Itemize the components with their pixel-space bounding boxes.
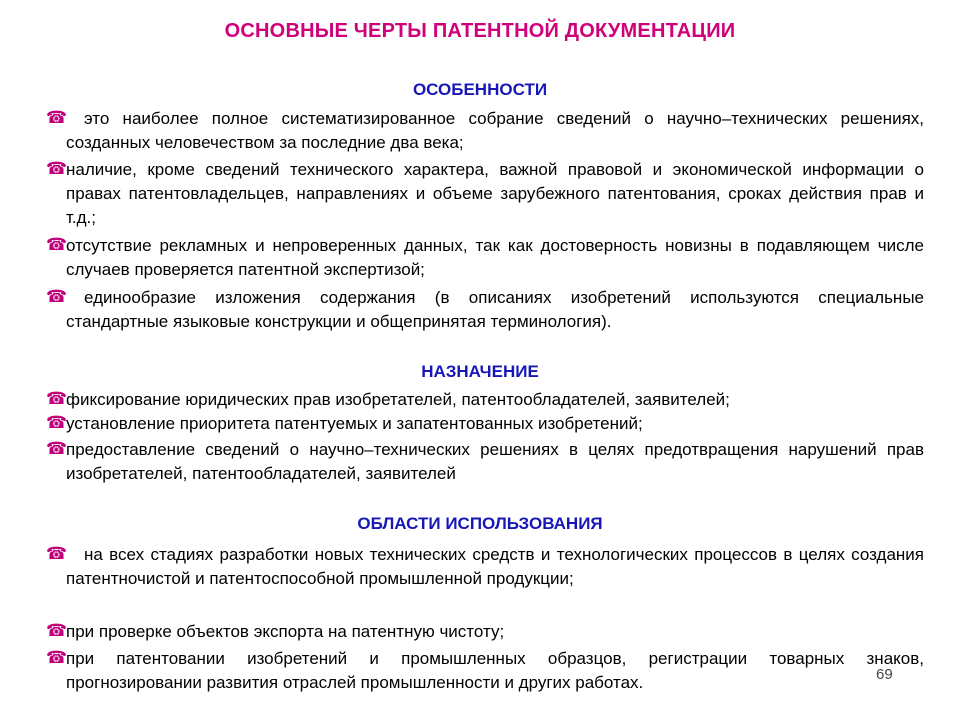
- telephone-icon: ☎: [46, 159, 68, 178]
- features-item-text: отсутствие рекламных и непроверенных данных, так как достоверность новизны в подавляющем числе случаев проверяется патентной экспертизой;: [66, 236, 924, 279]
- telephone-icon: ☎: [46, 413, 68, 432]
- features-item-2: [46, 158, 924, 230]
- slide-title: ОСНОВНЫЕ ЧЕРТЫ ПАТЕНТНОЙ ДОКУМЕНТАЦИИ: [224, 20, 736, 42]
- features-item-1: [46, 107, 924, 155]
- telephone-icon: ☎: [46, 544, 68, 563]
- purpose-item-text: установление приоритета патентуемых и запатентованных изобретений;: [66, 414, 643, 433]
- usage-item-text: на всех стадиях разработки новых технических средств и технологических процессов в целях создания патентночистой и патентоспособной промышленной продукции;: [66, 545, 924, 588]
- telephone-icon: ☎: [46, 108, 68, 127]
- features-item-3: [46, 234, 924, 282]
- telephone-icon: ☎: [46, 389, 68, 408]
- telephone-icon: ☎: [46, 439, 68, 458]
- telephone-icon: ☎: [46, 287, 68, 306]
- features-heading: ОСОБЕННОСТИ: [412, 80, 548, 99]
- features-item-text: единообразие изложения содержания (в описаниях изобретений используются специальные стандартные языковые конструкции и общепринятая терминология).: [66, 288, 924, 331]
- usage-item-3: [46, 647, 924, 695]
- purpose-item-text: фиксирование юридических прав изобретателей, патентообладателей, заявителей;: [66, 390, 730, 409]
- purpose-item-3: [46, 438, 924, 486]
- usage-heading: ОБЛАСТИ ИСПОЛЬЗОВАНИЯ: [357, 514, 603, 533]
- features-item-text: это наиболее полное систематизированное собрание сведений о научно–технических решениях, созданных человечеством за последние два века;: [66, 109, 924, 152]
- page-number: 69: [876, 666, 893, 683]
- features-item-4: [46, 286, 924, 334]
- telephone-icon: ☎: [46, 648, 68, 667]
- usage-item-2: [46, 620, 924, 644]
- purpose-item-2: [46, 412, 924, 436]
- usage-item-text: при патентовании изобретений и промышленных образцов, регистрации товарных знаков, прогнозировании развития отраслей промышленности и других работах.: [66, 649, 924, 692]
- features-item-text: наличие, кроме сведений технического характера, важной правовой и экономической информации о правах патентовладельцев, направлениях и объеме зарубежного патентования, сроках действия прав и т.д.;: [66, 160, 924, 227]
- usage-item-1: [46, 543, 924, 591]
- telephone-icon: ☎: [46, 235, 68, 254]
- purpose-item-text: предоставление сведений о научно–технических решениях в целях предотвращения нарушений прав изобретателей, патентообладателей, заявителей: [66, 440, 924, 483]
- telephone-icon: ☎: [46, 621, 68, 640]
- purpose-heading: НАЗНАЧЕНИЕ: [421, 362, 539, 381]
- usage-item-text: при проверке объектов экспорта на патентную чистоту;: [66, 622, 505, 641]
- purpose-item-1: [46, 388, 924, 412]
